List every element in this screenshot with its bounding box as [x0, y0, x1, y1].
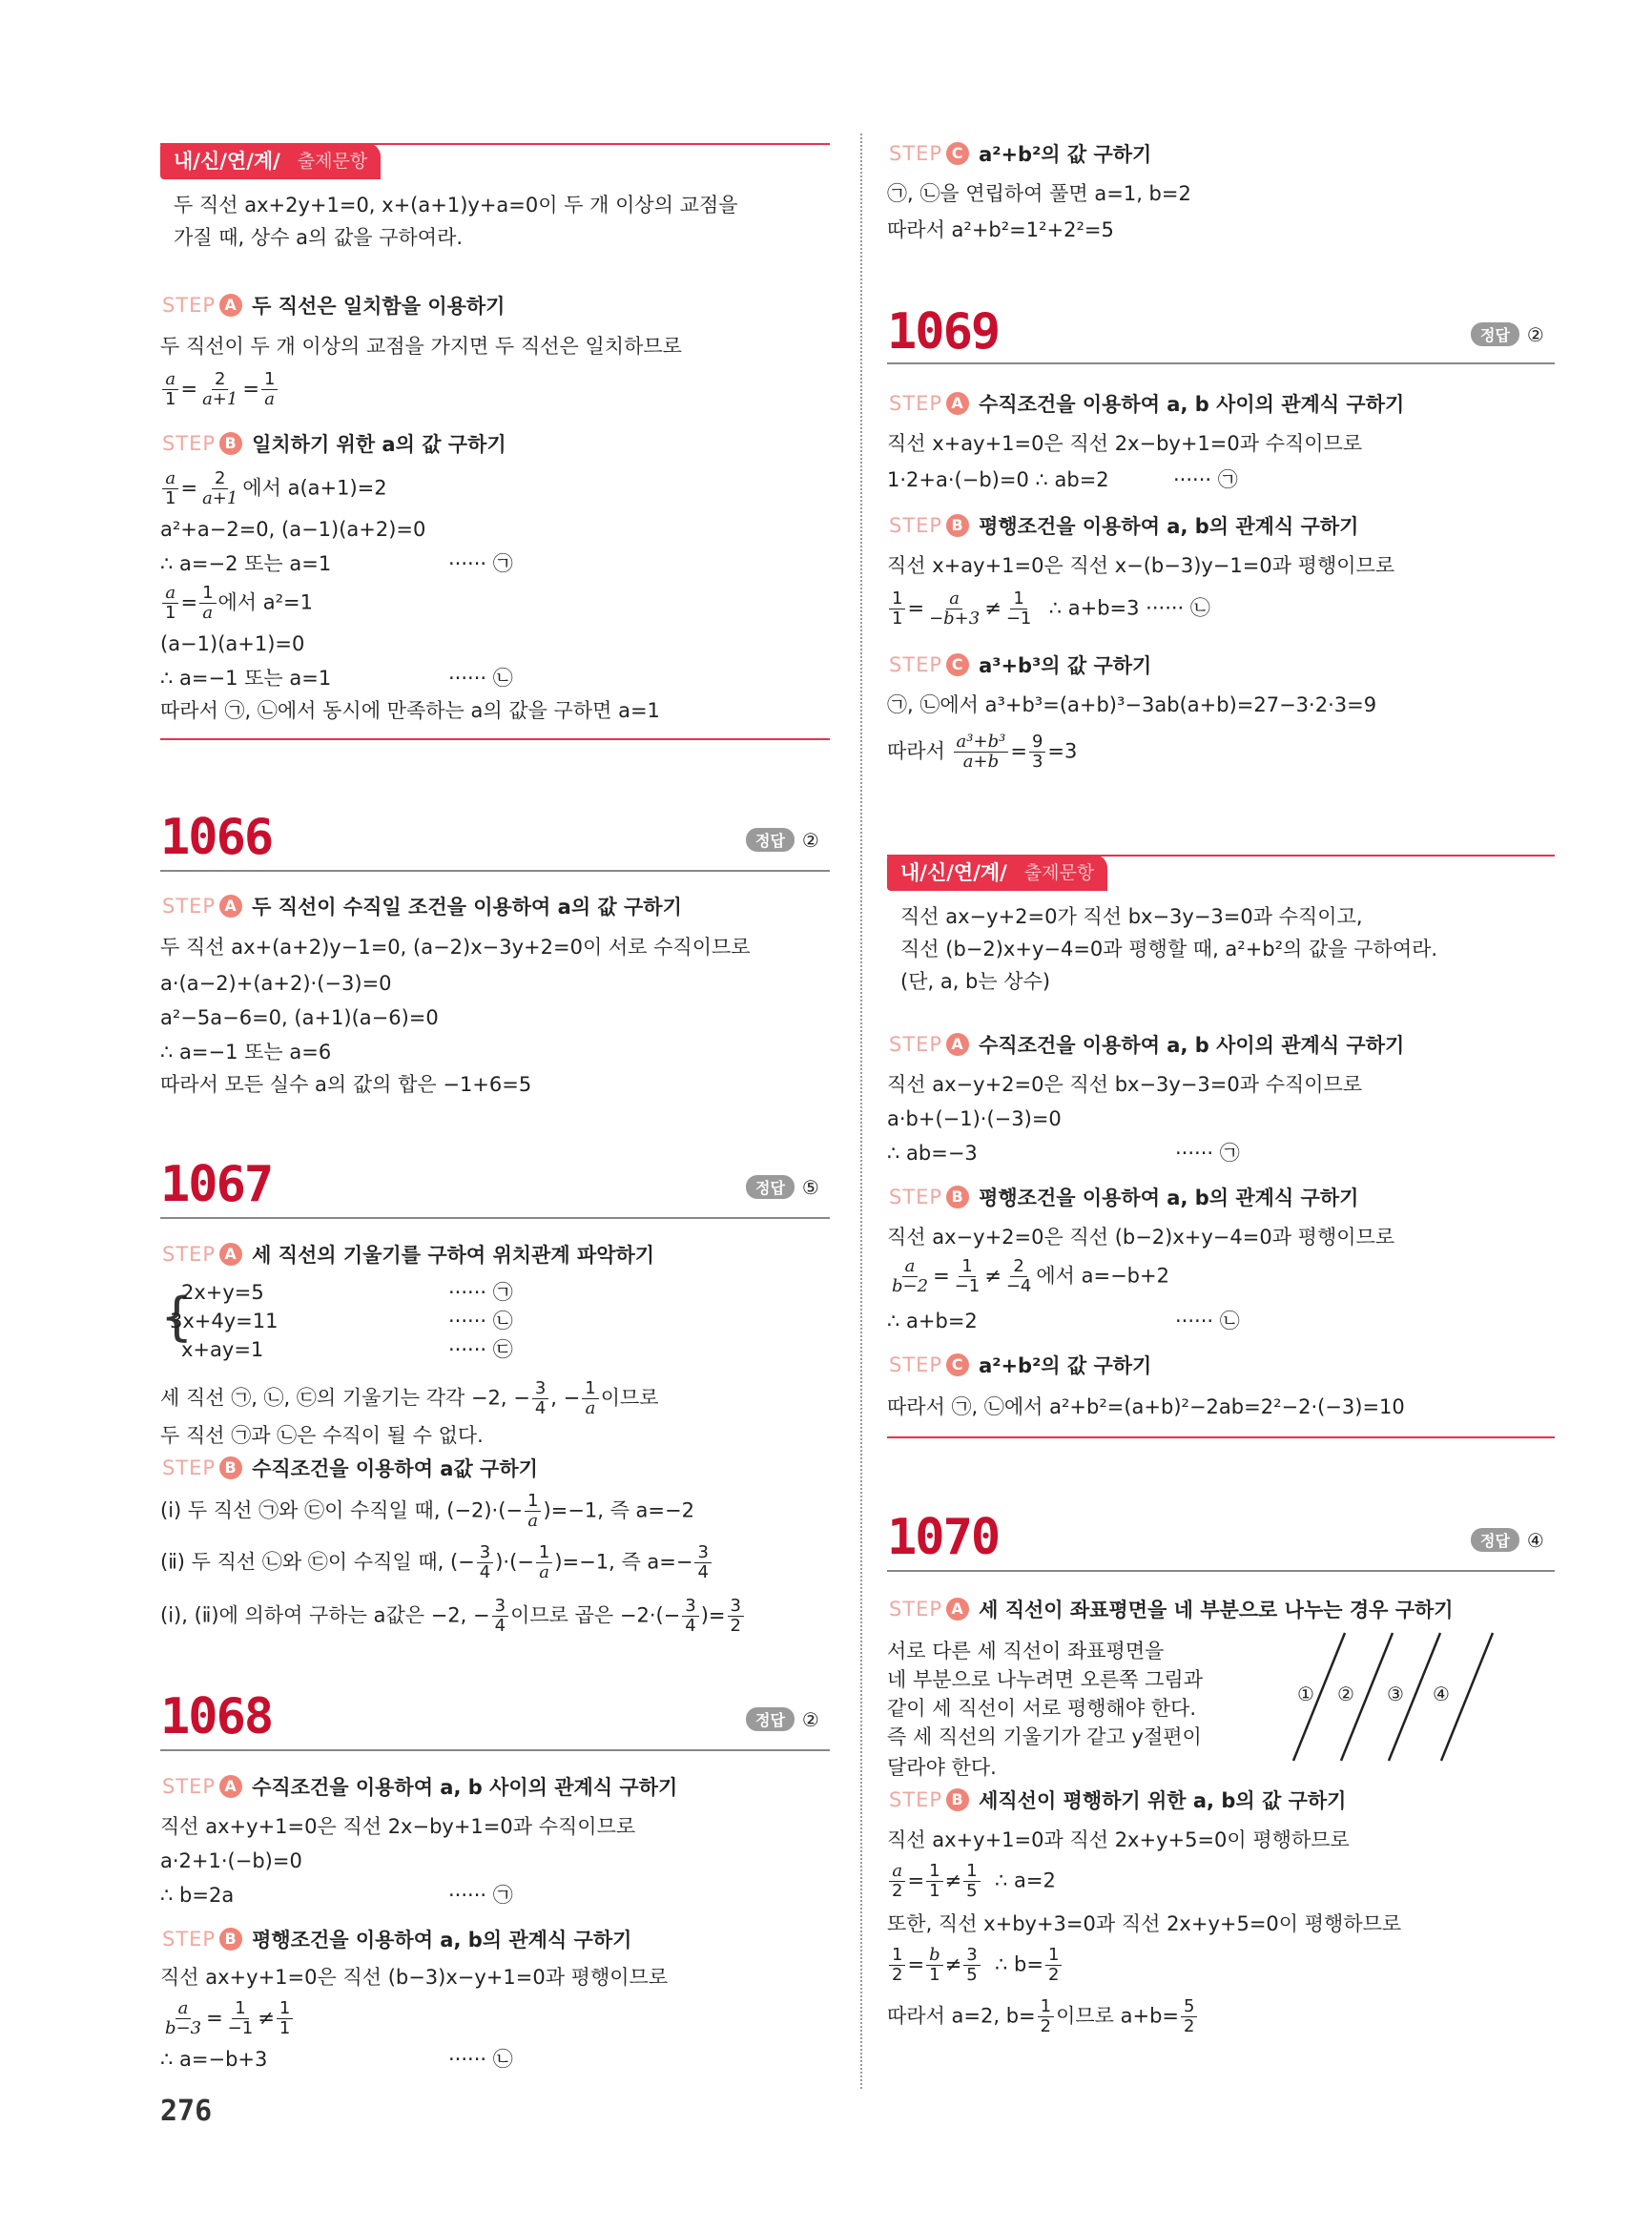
- question-line-1: 직선 ax−y+2=0가 직선 bx−3y−3=0과 수직이고,: [900, 905, 1363, 928]
- step-a: STEP A 수직조건을 이용하여 a, b 사이의 관계식 구하기: [162, 1772, 677, 1801]
- text-line: 두 직선이 두 개 이상의 교점을 가지면 두 직선은 일치하므로: [160, 335, 682, 358]
- equation-line: a²+a−2=0, (a−1)(a+2)=0: [160, 518, 426, 541]
- case-1: (ⅰ) 두 직선 ㉠와 ㉢이 수직일 때, (−2)·(− $\frac{1}{a}$ )=−1, 즉 a=−2: [160, 1491, 694, 1531]
- problem-rule: [887, 362, 1555, 364]
- tag-ref: ······ ㉡: [1175, 1310, 1240, 1332]
- tag-ref: ······ ㉠: [1175, 1142, 1240, 1165]
- equation-line: ∴ a+b=2: [887, 1310, 978, 1332]
- equation-line: ㉠, ㉡에서 a³+b³=(a+b)³−3ab(a+b)=27−3·2·3=9: [887, 693, 1377, 716]
- tag-ref: ······ ㉡: [448, 2048, 513, 2071]
- equation-line: 1·2+a·(−b)=0 ∴ ab=2: [887, 468, 1109, 491]
- equation-line: a·(a−2)+(a+2)·(−3)=0: [160, 972, 392, 995]
- text-line: 달라야 한다.: [887, 1756, 997, 1779]
- fraction-equation: $\frac{a}{b-3}$ = $\frac{1}{-1}$ ≠ $\frac{1}{1}$: [160, 1999, 295, 2038]
- page-number: 276: [160, 2095, 213, 2128]
- problem-rule: [887, 1570, 1555, 1572]
- equation-line: a²−5a−6=0, (a+1)(a−6)=0: [160, 1006, 439, 1029]
- step-title: 수직조건을 이용하여 a값 구하기: [252, 1457, 538, 1480]
- answer-badge: [746, 828, 819, 852]
- conclusion-line: 따라서 ㉠, ㉡에서 동시에 만족하는 a의 값을 구하면 a=1: [160, 699, 660, 722]
- brace: {: [160, 1287, 194, 1347]
- banner-naesin: 내/신/연/계/ 출제문항: [887, 855, 1107, 891]
- banner-sub: 출제문항: [294, 143, 381, 179]
- equation-line: a·2+1·(−b)=0: [160, 1849, 302, 1872]
- conclusion-line: 따라서 a=2, b= $\frac{1}{2}$ 이므로 a+b= $\frac{5}{2}$: [887, 1997, 1199, 2036]
- conclusion-line: 따라서 ㉠, ㉡에서 a²+b²=(a+b)²−2ab=2²−2·(−3)=10: [887, 1395, 1405, 1418]
- answer-badge: 정답 ⑤: [746, 1175, 819, 1199]
- conclusion-line: 따라서 a²+b²=1²+2²=5: [887, 218, 1114, 241]
- step-title: a²+b²의 값 구하기: [979, 143, 1152, 166]
- step-title: 평행조건을 이용하여 a, b의 관계식 구하기: [979, 1187, 1359, 1209]
- step-title: 세직선이 평행하기 위한 a, b의 값 구하기: [979, 1789, 1347, 1812]
- step-b: STEP B 평행조건을 이용하여 a, b의 관계식 구하기: [162, 1925, 631, 1953]
- step-c: STEP C a²+b²의 값 구하기: [889, 139, 1151, 168]
- conclusion-line: 따라서 $\frac{\text{a³+b³}}{a+b}$ = $\frac{9}{3}$ =3: [887, 732, 1078, 772]
- text-line: 직선 x+ay+1=0은 직선 x−(b−3)y−1=0과 평행이므로: [887, 554, 1395, 577]
- step-a: STEP A 세 직선이 좌표평면을 네 부분으로 나누는 경우 구하기: [889, 1595, 1454, 1623]
- fraction-equation: $\frac{a}{2}$ = $\frac{1}{1}$ ≠ $\frac{1}{5}$ ∴ a=2: [887, 1862, 1056, 1901]
- step-title: 평행조건을 이용하여 a, b의 관계식 구하기: [979, 515, 1359, 538]
- step-circle-b: B: [219, 432, 242, 455]
- step-title: a³+b³의 값 구하기: [979, 654, 1152, 677]
- step-b: STEP B 세직선이 평행하기 위한 a, b의 값 구하기: [889, 1786, 1346, 1814]
- system-eq-2: 3x+4y=11: [170, 1310, 279, 1332]
- problem-number: 1066: [160, 809, 273, 866]
- text-line: 직선 x+ay+1=0은 직선 2x−by+1=0과 수직이므로: [887, 432, 1363, 455]
- step-b: STEP B 일치하기 위한 a의 값 구하기: [162, 429, 506, 458]
- banner-naesin: [160, 143, 381, 179]
- section-end-rule: [160, 738, 830, 740]
- step-b: STEP B 평행조건을 이용하여 a, b의 관계식 구하기: [889, 511, 1358, 540]
- region-label: ①: [1297, 1683, 1314, 1705]
- text-line: 직선 ax+y+1=0과 직선 2x+y+5=0이 평행하므로: [887, 1828, 1350, 1851]
- step-title: 세 직선이 좌표평면을 네 부분으로 나누는 경우 구하기: [979, 1599, 1454, 1621]
- step-title: 두 직선은 일치함을 이용하기: [252, 295, 506, 318]
- equation-line: ∴ a=−1 또는 a=1: [160, 667, 332, 690]
- fraction-equation: $\frac{a}{b-2}$ = $\frac{1}{-1}$ ≠ $\frac{2}{-4}$ 에서 a=−b+2: [892, 1256, 1169, 1296]
- step-a: STEP A 수직조건을 이용하여 a, b 사이의 관계식 구하기: [889, 1030, 1404, 1059]
- section-end-rule: [887, 1436, 1555, 1438]
- step-a: [162, 291, 505, 320]
- column-divider: [860, 134, 862, 2089]
- text-line: 네 부분으로 나누려면 오른쪽 그림과: [887, 1668, 1203, 1691]
- question-line-2: 직선 (b−2)x+y−4=0과 평행할 때, a²+b²의 값을 구하여라.: [900, 938, 1438, 960]
- banner-main: 내/신/연/계/: [160, 143, 294, 179]
- equation-line: ∴ ab=−3: [887, 1142, 978, 1165]
- text-line: 서로 다른 세 직선이 좌표평면을: [887, 1640, 1165, 1662]
- step-label: STEP: [162, 294, 217, 317]
- equation-line: ∴ b=2a: [160, 1884, 235, 1907]
- question-line-1: 두 직선 ax+2y+1=0, x+(a+1)y+a=0이 두 개 이상의 교점을: [174, 194, 738, 217]
- text-line: ㉠, ㉡을 연립하여 풀면 a=1, b=2: [887, 182, 1191, 205]
- step-title: 두 직선이 수직일 조건을 이용하여 a의 값 구하기: [252, 896, 682, 919]
- equation-line: (a−1)(a+1)=0: [160, 632, 305, 655]
- text-line: 직선 ax+y+1=0은 직선 2x−by+1=0과 수직이므로: [160, 1815, 636, 1838]
- equation-line: a·b+(−1)·(−3)=0: [887, 1107, 1062, 1130]
- problem-number: 1069: [887, 303, 1000, 361]
- step-c: STEP C a²+b²의 값 구하기: [889, 1351, 1151, 1379]
- slope-line: 세 직선 ㉠, ㉡, ㉢의 기울기는 각각 −2, − $\frac{3}{4}$ , − $\frac{1}{a}$ 이므로: [160, 1378, 659, 1418]
- step-title: 일치하기 위한 a의 값 구하기: [252, 433, 506, 456]
- case-2: (ⅱ) 두 직선 ㉡와 ㉢이 수직일 때, (− $\frac{3}{4}$ )·(− $\frac{1}{a}$ )=−1, 즉 a=− $\frac{3}{4}$: [160, 1543, 713, 1582]
- problem-rule: [160, 1217, 830, 1219]
- system-eq-3: x+ay=1: [181, 1338, 264, 1361]
- region-label: ③: [1387, 1683, 1404, 1705]
- problem-number: 1068: [160, 1688, 273, 1745]
- text-line: 직선 ax−y+2=0은 직선 bx−3y−3=0과 수직이므로: [887, 1073, 1363, 1096]
- text-line: 같이 세 직선이 서로 평행해야 한다.: [887, 1697, 1197, 1720]
- step-circle-a: A: [219, 294, 242, 317]
- step-b: STEP B 평행조건을 이용하여 a, b의 관계식 구하기: [889, 1183, 1358, 1211]
- equation-line: $\frac{a}{1}$ = $\frac{2}{a+1}$ 에서 a(a+1)=2: [160, 469, 387, 508]
- answer-badge: 정답 ②: [1471, 322, 1544, 346]
- problem-rule: [160, 870, 830, 872]
- tag-ref: ······ ㉢: [448, 1338, 513, 1361]
- conclusion-line: 따라서 모든 실수 a의 값의 합은 −1+6=5: [160, 1073, 532, 1096]
- tag-ref: ······ ㉠: [448, 1884, 513, 1907]
- region-label: ②: [1337, 1683, 1354, 1705]
- case-result: (ⅰ), (ⅱ)에 의하여 구하는 a값은 −2, − $\frac{3}{4}$ 이므로 곱은 −2·(− $\frac{3}{4}$ )= $\frac{3}{2}$: [160, 1597, 746, 1636]
- fraction-equation: $\frac{1}{2}$ = $\frac{b}{1}$ ≠ $\frac{3}{5}$ ∴ b= $\frac{1}{2}$: [887, 1946, 1063, 1985]
- answer-badge: 정답 ④: [1471, 1528, 1544, 1552]
- system-eq-1: 2x+y=5: [181, 1281, 264, 1304]
- step-a: STEP A 두 직선이 수직일 조건을 이용하여 a의 값 구하기: [162, 892, 682, 920]
- step-a: STEP A 세 직선의 기울기를 구하여 위치관계 파악하기: [162, 1240, 654, 1269]
- step-title: 평행조건을 이용하여 a, b의 관계식 구하기: [252, 1929, 632, 1951]
- tag-ref: ······ ㉠: [448, 1281, 513, 1304]
- answer-label: 정답: [746, 828, 795, 852]
- step-c: STEP C a³+b³의 값 구하기: [889, 650, 1151, 679]
- answer-badge: 정답 ②: [746, 1707, 819, 1731]
- tag-ref: ······ ㉡: [448, 667, 513, 690]
- step-title: a²+b²의 값 구하기: [979, 1354, 1152, 1377]
- problem-number: 1070: [887, 1509, 1000, 1566]
- step-a: STEP A 수직조건을 이용하여 a, b 사이의 관계식 구하기: [889, 389, 1404, 418]
- question-line-3: (단, a, b는 상수): [900, 970, 1051, 993]
- problem-rule: [160, 1749, 830, 1751]
- text-line: 직선 ax−y+2=0은 직선 (b−2)x+y−4=0과 평행이므로: [887, 1226, 1395, 1249]
- tag-ref: ······ ㉠: [448, 552, 513, 575]
- step-title: 수직조건을 이용하여 a, b 사이의 관계식 구하기: [252, 1776, 678, 1799]
- text-line: 두 직선 ㉠과 ㉡은 수직이 될 수 없다.: [160, 1424, 484, 1447]
- step-title: 세 직선의 기울기를 구하여 위치관계 파악하기: [252, 1244, 655, 1267]
- text-line: 또한, 직선 x+by+3=0과 직선 2x+y+5=0이 평행하므로: [887, 1912, 1402, 1935]
- tag-ref: ······ ㉡: [448, 1310, 513, 1332]
- text-line: 직선 ax+y+1=0은 직선 (b−3)x−y+1=0과 평행이므로: [160, 1966, 669, 1989]
- region-label: ④: [1433, 1683, 1450, 1705]
- problem-number: 1067: [160, 1156, 273, 1213]
- tag-ref: ······ ㉠: [1173, 468, 1238, 491]
- fraction-equation: $\frac{1}{1}$ = $\frac{a}{-b+3}$ ≠ $\frac{1}{-1}$ ∴ a+b=3 ······ ㉡: [887, 589, 1210, 629]
- fraction-equation: $\frac{a}{1}$ = $\frac{2}{a+1}$ = $\frac{1}{a}$: [160, 370, 279, 409]
- text-line: 두 직선 ax+(a+2)y−1=0, (a−2)x−3y+2=0이 서로 수직이므로: [160, 936, 751, 959]
- step-b: STEP B 수직조건을 이용하여 a값 구하기: [162, 1454, 538, 1482]
- equation-line: $\frac{a}{1}$ = $\frac{1}{a}$ 에서 a²=1: [160, 584, 313, 623]
- text-line: 즉 세 직선의 기울기가 같고 y절편이: [887, 1725, 1202, 1748]
- equation-line: ∴ a=−2 또는 a=1: [160, 552, 332, 575]
- step-title: 수직조건을 이용하여 a, b 사이의 관계식 구하기: [979, 393, 1405, 416]
- question-line-2: 가질 때, 상수 a의 값을 구하여라.: [174, 226, 464, 249]
- answer-value: ②: [801, 828, 819, 852]
- equation-line: ∴ a=−1 또는 a=6: [160, 1041, 332, 1063]
- equation-line: ∴ a=−b+3: [160, 2048, 268, 2071]
- step-title: 수직조건을 이용하여 a, b 사이의 관계식 구하기: [979, 1034, 1405, 1057]
